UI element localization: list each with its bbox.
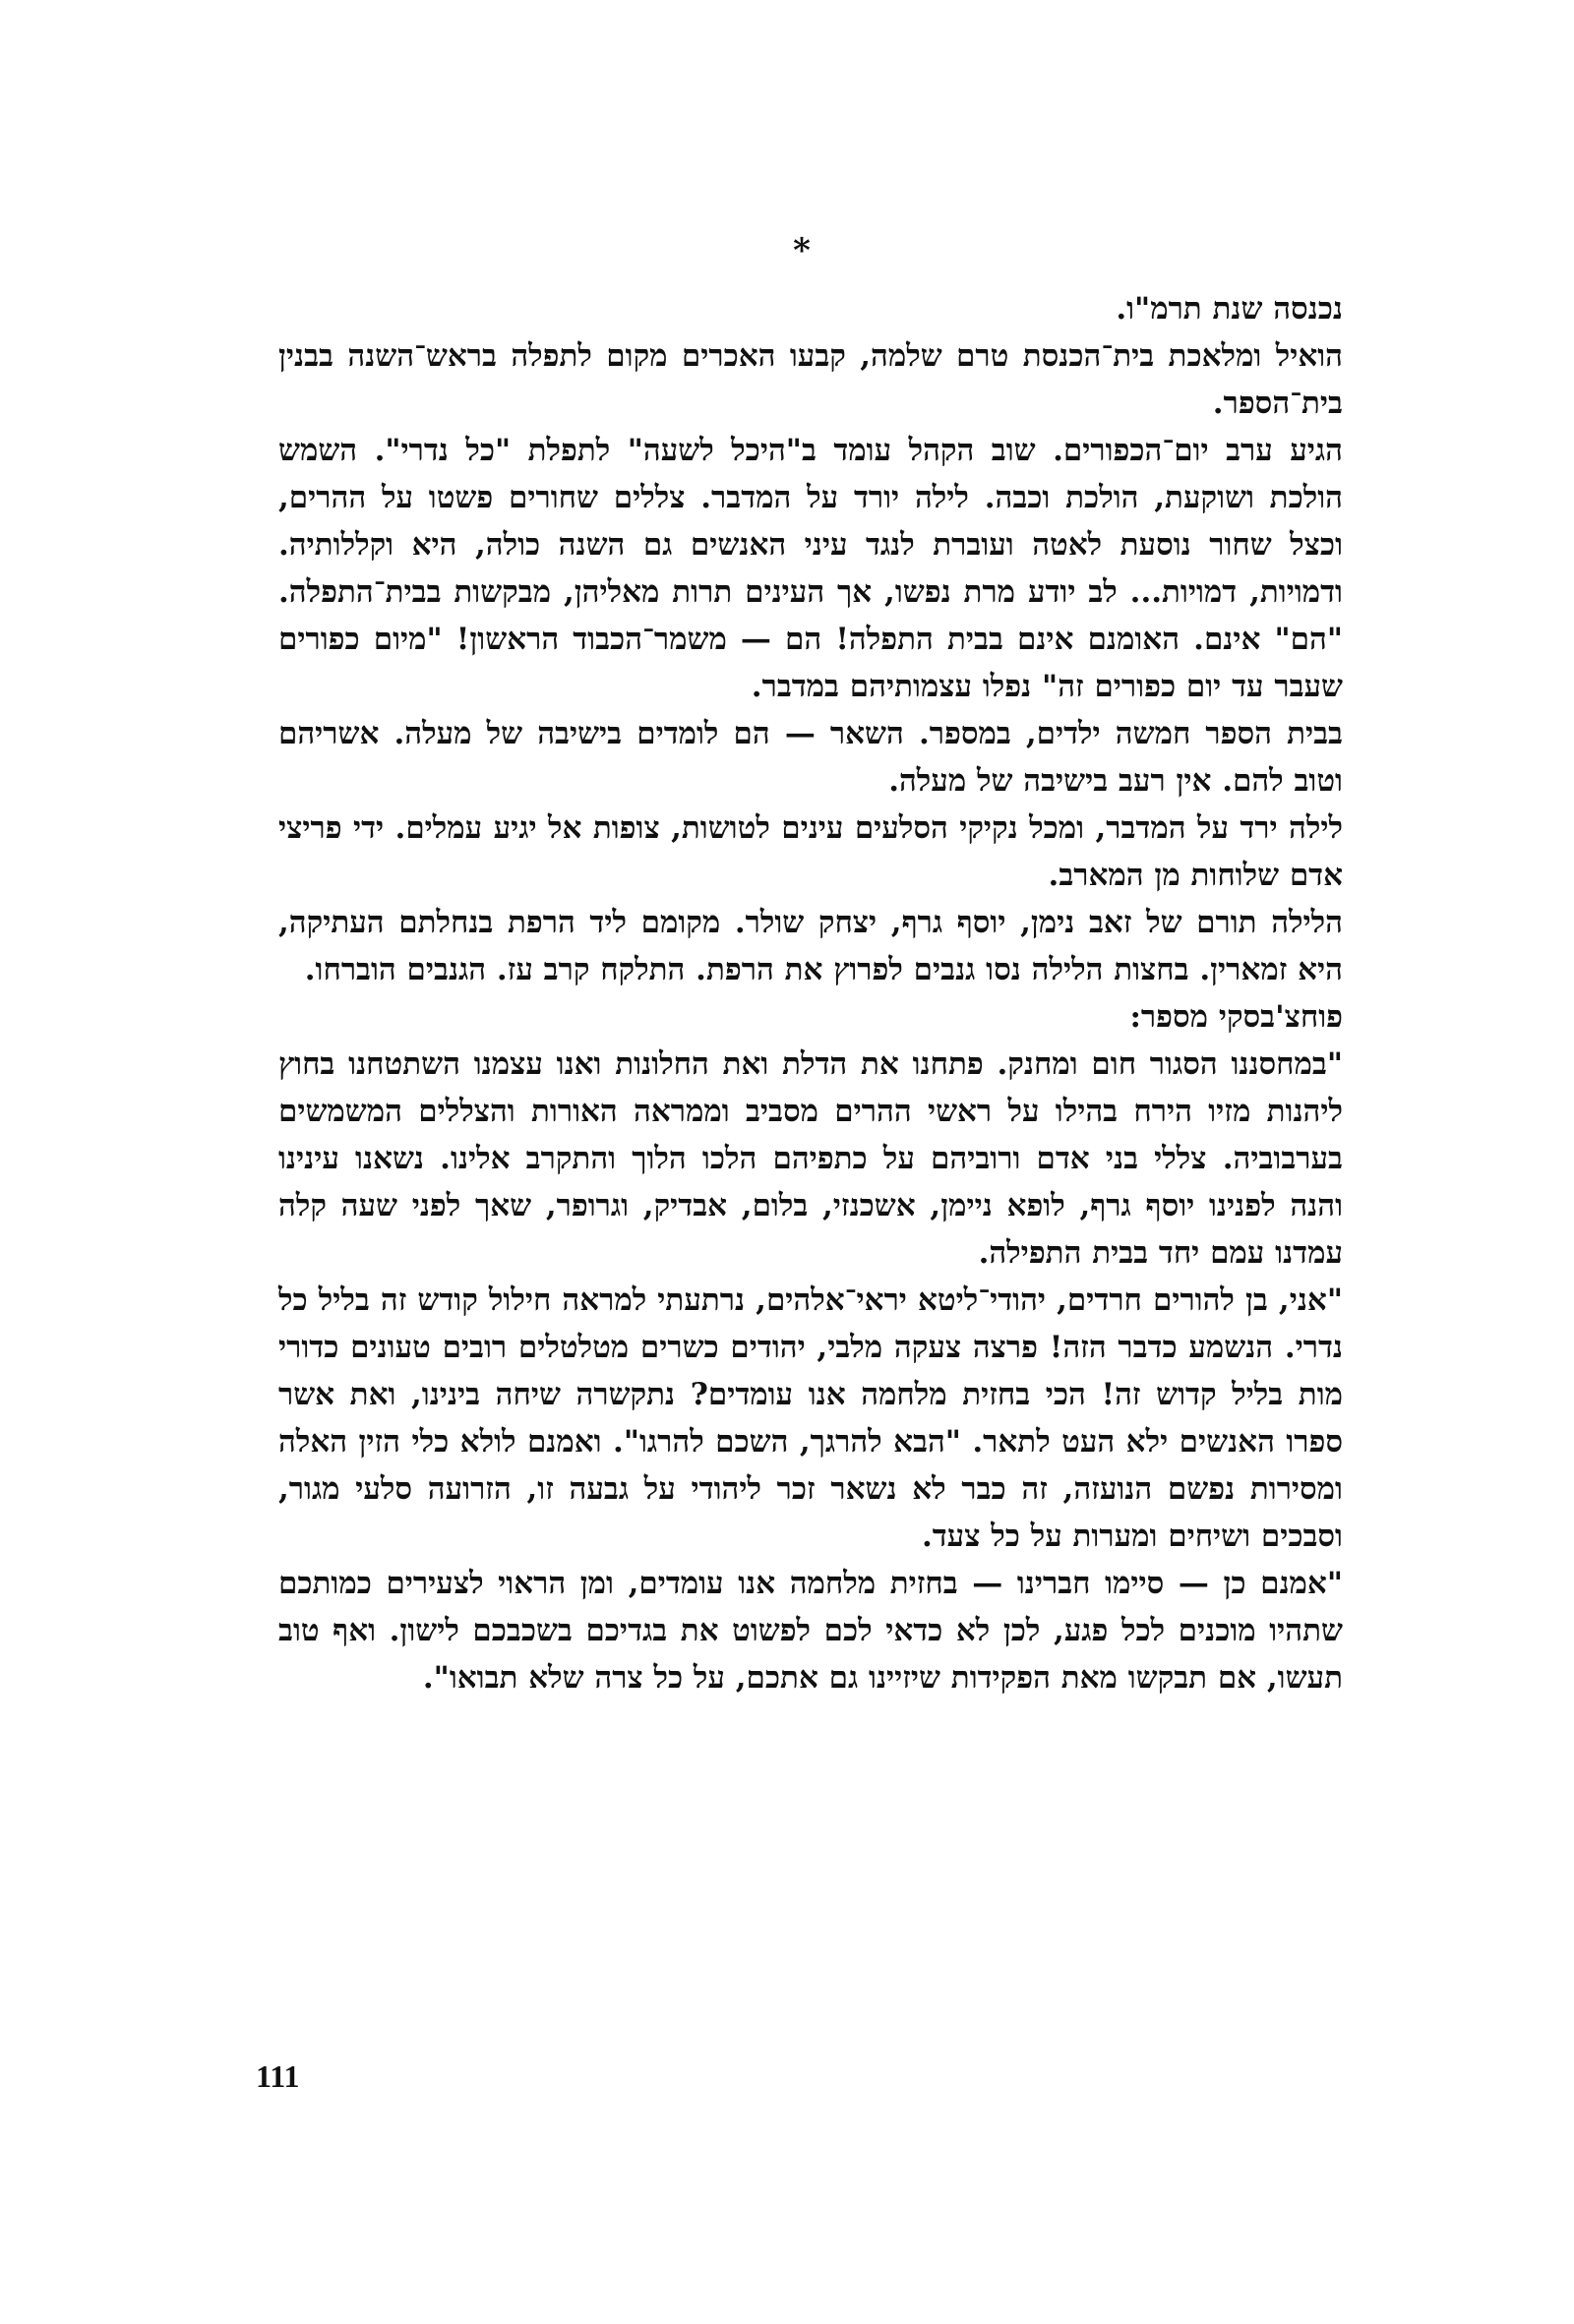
paragraph-10: "אמנם כן — סיימו חברינו — בחזית מלחמה אנו עומדים, ומן הראוי לצעירים כמותכם שתהיו מוכנים לכל פגע, לכן לא כדאי לכם לפשוט את בגדיכם בשכבכם לישון. ואף טוב תעשו, אם תבקשו מאת הפקידות שיזיינו גם אתכם, על כל צרה שלא תבואו". [278, 1566, 1343, 1696]
body-text [278, 285, 1343, 1701]
paragraph-8: "במחסננו הסגור חום ומחנק. פתחנו את הדלת ואת החלונות ואנו עצמנו השתטחנו בחוץ ליהנות מזיו הירח בהילו על ראשי ההרים מסביב וממראה האורות והצללים המשמשים בערבוביה. צללי בני אדם ורוביהם על כתפיהם הלכו הלוך והתקרב אלינו. נשאנו עינינו והנה לפנינו יוסף גרף, לופא ניימן, אשכנזי, בלום, אבדיק, וגרופר, שאך לפני שעה קלה עמדנו עמם יחד בבית התפילה. [278, 1046, 1343, 1271]
paragraph-5: לילה ירד על המדבר, ומכל נקיקי הסלעים עינים לטושות, צופות אל יגיע עמלים. ידי פריצי אדם שלוחות מן המארב. [278, 810, 1343, 893]
page-number: 111 [256, 2058, 300, 2094]
paragraph-2: הואיל ומלאכת בית־הכנסת טרם שלמה, קבעו האכרים מקום לתפלה בראש־השנה בבנין בית־הספר. [278, 338, 1343, 421]
paragraph-1: נכנסה שנת תרמ"ו. [1116, 291, 1343, 327]
paragraph-6: הלילה תורם של זאב נימן, יוסף גרף, יצחק שולר. מקומם ליד הרפת בנחלתם העתיקה, היא זמארין. בחצות הלילה נסו גנבים לפרוץ את הרפת. התלקח קרב עז. הגנבים הוברחו. [278, 905, 1343, 987]
section-ornament: * [793, 231, 811, 270]
paragraph-4: בבית הספר חמשה ילדים, במספר. השאר — הם לומדים בישיבה של מעלה. אשריהם וטוב להם. אין רעב בישיבה של מעלה. [278, 716, 1343, 799]
paragraph-3: הגיע ערב יום־הכפורים. שוב הקהל עומד ב"היכל לשעה" לתפלת "כל נדרי". השמש הולכת ושוקעת, הולכת וכבה. לילה יורד על המדבר. צללים שחורים פשטו על ההרים, וכצל שחור נוסעת לאטה ועוברת לנגד עיני האנשים גם השנה כולה, היא וקללותיה. ודמויות, דמויות... לב יודע מרת נפשו, אך העינים תרות מאליהן, מבקשות בבית־התפלה. "הם" אינם. האומנם אינם בבית התפלה! הם — משמר־הכבוד הראשון! "מיום כפורים שעבר עד יום כפורים זה" נפלו עצמותיהם במדבר. [278, 433, 1343, 704]
paragraph-9: "אני, בן להורים חרדים, יהודי־ליטא יראי־אלהים, נרתעתי למראה חילול קודש זה בליל כל נדרי. הנשמע כדבר הזה! פרצה צעקה מלבי, יהודים כשרים מטלטלים רובים טעונים כדורי מות בליל קדוש זה! הכי בחזית מלחמה אנו עומדים? נתקשרה שיחה בינינו, ואת אשר ספרו האנשים ילא העט לתאר. "הבא להרגך, השכם להרגו". ואמנם לולא כלי הזין האלה ומסירות נפשם הנועזה, זה כבר לא נשאר זכר ליהודי על גבעה זו, הזרועה סלעי מגור, וסבכים ושיחים ומערות על כל צעד. [278, 1282, 1343, 1554]
paragraph-7: פוחצ'בסקי מספר: [1129, 999, 1343, 1035]
